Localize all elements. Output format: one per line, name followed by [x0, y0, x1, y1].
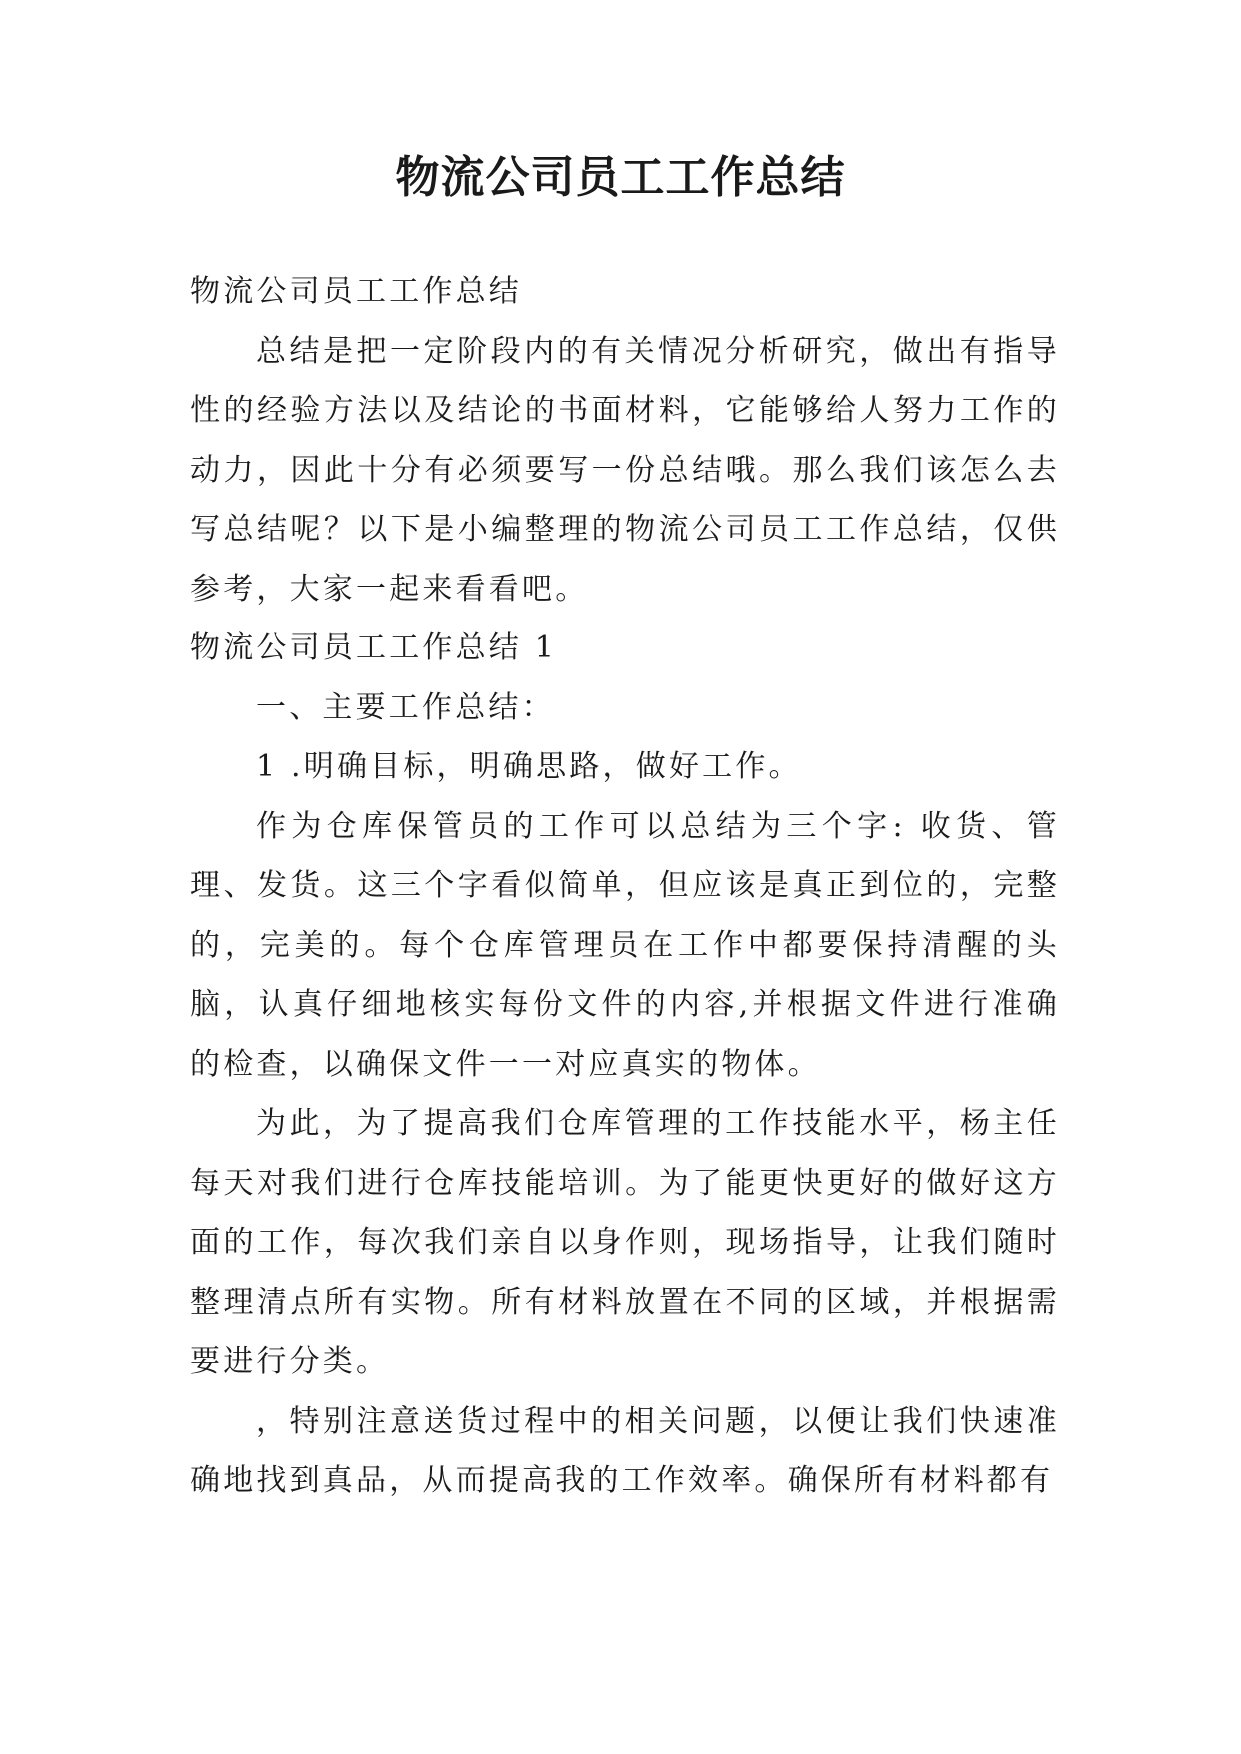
- intro-block: [190, 262, 1060, 619]
- section-block: [190, 618, 1060, 1511]
- body-paragraph-1: 作为仓库保管员的工作可以总结为三个字: 收货、管理、发货。这三个字看似简单，但应该是真正到位的，完整的，完美的。每个仓库管理员在工作中都要保持清醒的头脑，认真仔细地核实每份文件的内容,并根据文件进行准确的检查，以确保文件一一对应真实的物体。: [190, 808, 1060, 1082]
- page-title: 物流公司员工工作总结: [395, 152, 846, 203]
- list-item: 1 .明确目标，明确思路，做好工作。: [256, 749, 802, 784]
- body-paragraph-2: 为此，为了提高我们仓库管理的工作技能水平，杨主任每天对我们进行仓库技能培训。为了能更快更好的做好这方面的工作，每次我们亲自以身作则，现场指导，让我们随时整理清点所有实物。所有材料放置在不同的区域，并根据需要进行分类。: [190, 1106, 1060, 1379]
- intro-heading: 物流公司员工工作总结: [190, 274, 522, 309]
- body-paragraph-3: ，特别注意送货过程中的相关问题，以便让我们快速准确地找到真品，从而提高我的工作效率。确保所有材料都有: [190, 1403, 1060, 1498]
- subsection-heading: 一、主要工作总结：: [256, 689, 555, 725]
- section-heading: 物流公司员工工作总结 1: [190, 630, 558, 665]
- intro-paragraph: 总结是把一定阶段内的有关情况分析研究，做出有指导性的经验方法以及结论的书面材料，它能够给人努力工作的动力，因此十分有必须要写一份总结哦。那么我们该怎么去写总结呢？以下是小编整理的物流公司员工工作总结，仅供参考，大家一起来看看吧。: [190, 333, 1060, 607]
